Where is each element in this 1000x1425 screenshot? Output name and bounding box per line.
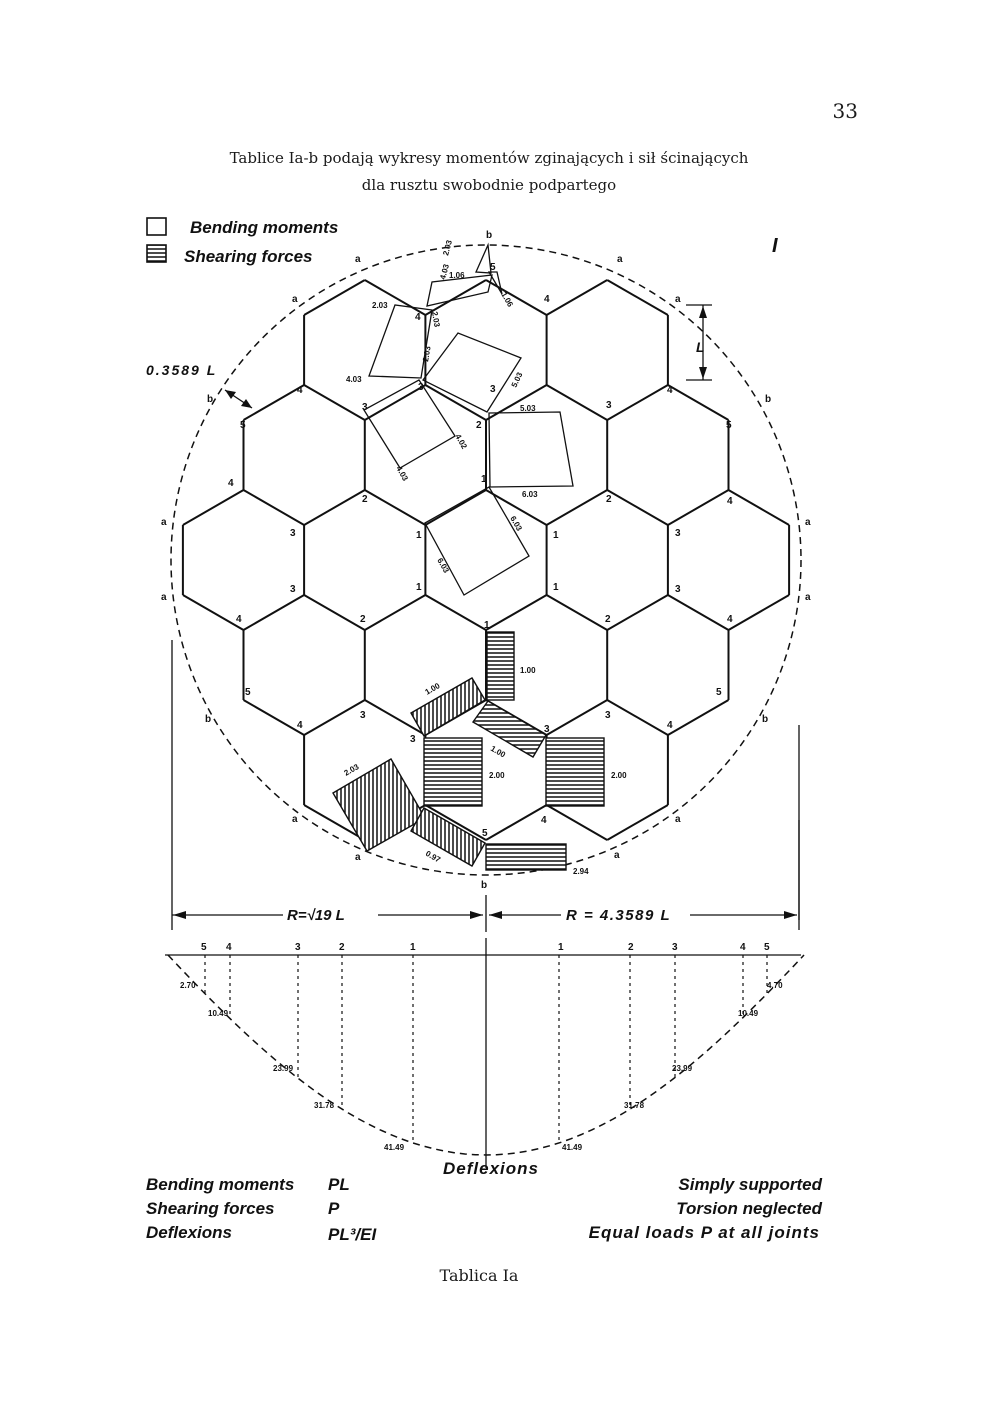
svg-text:3: 3 xyxy=(360,710,366,721)
svg-text:4: 4 xyxy=(236,614,242,625)
svg-text:Simply supported: Simply supported xyxy=(678,1175,822,1194)
svg-text:5: 5 xyxy=(716,687,722,698)
support-a: a xyxy=(617,254,623,265)
deflexion-values xyxy=(180,981,783,1152)
svg-text:5.03: 5.03 xyxy=(509,370,525,389)
legend-shearing-swatch xyxy=(147,245,166,262)
moment-triangle xyxy=(476,245,491,273)
grid-member xyxy=(607,595,668,630)
dimension-L xyxy=(686,305,712,380)
grid-member xyxy=(486,595,547,630)
svg-text:3: 3 xyxy=(675,528,681,539)
support-a: a xyxy=(355,852,361,863)
deflexions-title: Deflexions xyxy=(443,1159,539,1178)
svg-text:4: 4 xyxy=(727,496,733,507)
svg-text:2.00: 2.00 xyxy=(611,771,627,780)
page-number: 33 xyxy=(832,99,858,123)
svg-text:31.78: 31.78 xyxy=(314,1101,335,1110)
svg-text:L: L xyxy=(696,339,705,355)
support-b: b xyxy=(205,714,212,725)
support-b: b xyxy=(481,880,488,891)
grid-member xyxy=(304,385,365,420)
svg-text:2: 2 xyxy=(628,942,634,953)
support-a: a xyxy=(292,814,298,825)
svg-text:1: 1 xyxy=(410,942,416,953)
svg-text:2: 2 xyxy=(605,614,611,625)
svg-text:1: 1 xyxy=(553,530,559,541)
shear-block xyxy=(411,678,485,736)
svg-text:4: 4 xyxy=(226,942,232,953)
support-a: a xyxy=(161,592,167,603)
svg-text:0.3589 L: 0.3589 L xyxy=(146,362,218,378)
support-a: a xyxy=(355,254,361,265)
grid-member xyxy=(486,805,547,840)
svg-text:2: 2 xyxy=(360,614,366,625)
svg-text:R = 4.3589 L: R = 4.3589 L xyxy=(566,907,672,924)
svg-text:23.99: 23.99 xyxy=(273,1064,294,1073)
grid-member xyxy=(607,805,668,840)
grid-member xyxy=(729,595,790,630)
svg-text:1: 1 xyxy=(416,530,422,541)
grid-member xyxy=(607,280,668,315)
svg-text:4: 4 xyxy=(544,294,550,305)
grid-member xyxy=(668,595,729,630)
moment-quad xyxy=(369,305,432,378)
svg-text:6.03: 6.03 xyxy=(522,490,538,499)
support-labels xyxy=(161,230,811,891)
shear-block xyxy=(546,738,604,806)
grid-member xyxy=(547,280,608,315)
grid-member xyxy=(547,595,608,630)
svg-text:4: 4 xyxy=(541,815,547,826)
shear-block xyxy=(411,808,485,866)
grid-member xyxy=(244,700,305,735)
svg-text:Bending moments: Bending moments xyxy=(146,1175,295,1194)
svg-text:5: 5 xyxy=(482,828,488,839)
svg-text:3: 3 xyxy=(544,724,550,735)
svg-text:1: 1 xyxy=(484,620,490,631)
support-a: a xyxy=(614,850,620,861)
svg-text:R=√19 L: R=√19 L xyxy=(287,907,345,924)
svg-text:1.00: 1.00 xyxy=(423,681,442,697)
roman-label: I xyxy=(772,235,778,257)
svg-text:10.49: 10.49 xyxy=(208,1009,229,1018)
svg-text:3: 3 xyxy=(290,584,296,595)
svg-text:1: 1 xyxy=(481,474,487,485)
svg-text:2: 2 xyxy=(476,420,482,431)
grid-member xyxy=(486,280,547,315)
support-b: b xyxy=(207,394,214,405)
svg-text:5: 5 xyxy=(201,942,207,953)
legend-shearing-label: Shearing forces xyxy=(184,247,313,266)
svg-text:2: 2 xyxy=(362,494,368,505)
svg-text:3: 3 xyxy=(605,710,611,721)
support-b: b xyxy=(762,714,769,725)
grid-member xyxy=(668,490,729,525)
support-a: a xyxy=(161,517,167,528)
svg-text:2.70: 2.70 xyxy=(180,981,196,990)
svg-text:4: 4 xyxy=(727,614,733,625)
svg-text:1.00: 1.00 xyxy=(520,666,536,675)
svg-text:PL³/EI: PL³/EI xyxy=(328,1225,377,1244)
svg-text:Shearing forces: Shearing forces xyxy=(146,1199,275,1218)
svg-text:3: 3 xyxy=(295,942,301,953)
svg-text:1: 1 xyxy=(553,582,559,593)
svg-text:23.99: 23.99 xyxy=(672,1064,693,1073)
grid-member xyxy=(547,700,608,735)
svg-text:31.78: 31.78 xyxy=(624,1101,645,1110)
shearing-force-diagrams xyxy=(333,632,604,870)
hexagonal-grid xyxy=(183,280,789,840)
grid-member xyxy=(304,490,365,525)
legend-bending-swatch xyxy=(147,218,166,235)
svg-text:5: 5 xyxy=(764,942,770,953)
svg-text:2.03: 2.03 xyxy=(430,310,442,328)
support-circle xyxy=(171,245,801,875)
svg-text:1.06: 1.06 xyxy=(499,290,515,309)
support-a: a xyxy=(292,294,298,305)
moment-quad xyxy=(423,333,521,412)
svg-text:41.49: 41.49 xyxy=(562,1143,583,1152)
grid-member xyxy=(668,385,729,420)
svg-text:5.03: 5.03 xyxy=(520,404,536,413)
deflexion-diagram xyxy=(165,938,804,1178)
grid-member xyxy=(183,595,244,630)
grid-member xyxy=(244,490,305,525)
svg-text:2.03: 2.03 xyxy=(421,345,433,363)
grid-member xyxy=(304,595,365,630)
svg-text:4.03: 4.03 xyxy=(346,375,362,384)
svg-text:2: 2 xyxy=(606,494,612,505)
svg-text:1: 1 xyxy=(558,942,564,953)
svg-text:6.03: 6.03 xyxy=(508,514,524,533)
grid-member xyxy=(244,595,305,630)
grid-member xyxy=(365,385,426,420)
support-a: a xyxy=(805,517,811,528)
moment-quad xyxy=(425,487,529,595)
grid-member xyxy=(183,490,244,525)
svg-text:4: 4 xyxy=(667,720,673,731)
shear-block xyxy=(424,738,482,806)
svg-text:4: 4 xyxy=(667,385,673,396)
svg-text:4.03: 4.03 xyxy=(394,464,410,483)
caption: Tablica Ia xyxy=(439,1266,519,1285)
svg-text:3: 3 xyxy=(672,942,678,953)
grid-member xyxy=(729,490,790,525)
grid-member xyxy=(425,490,486,525)
svg-text:5: 5 xyxy=(240,420,246,431)
svg-text:5: 5 xyxy=(726,420,732,431)
svg-text:4.03: 4.03 xyxy=(438,263,451,281)
svg-text:6.03: 6.03 xyxy=(435,556,451,575)
support-b: b xyxy=(765,394,772,405)
grid-member xyxy=(425,280,486,315)
shear-block xyxy=(487,632,514,700)
svg-text:P: P xyxy=(328,1199,340,1218)
grid-member xyxy=(607,700,668,735)
grid-member xyxy=(547,385,608,420)
svg-text:2.00: 2.00 xyxy=(489,771,505,780)
svg-text:2.03: 2.03 xyxy=(372,301,388,310)
grid-member xyxy=(607,490,668,525)
radius-dimension xyxy=(172,895,797,932)
svg-text:1: 1 xyxy=(416,582,422,593)
svg-text:2.03: 2.03 xyxy=(441,239,454,257)
svg-text:3: 3 xyxy=(410,734,416,745)
svg-text:2.94: 2.94 xyxy=(573,867,589,876)
support-a: a xyxy=(675,294,681,305)
shear-block xyxy=(486,844,566,870)
svg-text:3: 3 xyxy=(418,382,424,393)
grid-member xyxy=(304,700,365,735)
svg-text:2.03: 2.03 xyxy=(342,762,361,778)
svg-text:1.06: 1.06 xyxy=(449,271,465,280)
grid-member xyxy=(547,805,608,840)
svg-text:2: 2 xyxy=(339,942,345,953)
grid-member xyxy=(668,700,729,735)
support-a: a xyxy=(675,814,681,825)
svg-text:4: 4 xyxy=(415,312,421,323)
svg-text:41.49: 41.49 xyxy=(384,1143,405,1152)
svg-text:Equal loads P at all joints: Equal loads P at all joints xyxy=(588,1223,820,1242)
grid-member xyxy=(425,385,486,420)
svg-text:Torsion neglected: Torsion neglected xyxy=(676,1199,822,1218)
units-block xyxy=(146,1175,377,1244)
grid-member xyxy=(244,385,305,420)
svg-text:4.70: 4.70 xyxy=(767,981,783,990)
support-b: b xyxy=(486,230,493,241)
svg-text:5: 5 xyxy=(490,262,496,273)
grid-member xyxy=(365,595,426,630)
heading-line-1: Tablice Ia-b podają wykresy momentów zginających i sił ścinających xyxy=(229,149,749,167)
grid-member xyxy=(607,385,668,420)
svg-text:3: 3 xyxy=(290,528,296,539)
svg-text:3: 3 xyxy=(606,400,612,411)
notes-block xyxy=(589,1175,823,1242)
svg-text:4: 4 xyxy=(297,720,303,731)
svg-text:4: 4 xyxy=(297,385,303,396)
legend-bending-label: Bending moments xyxy=(190,218,339,237)
svg-text:0.97: 0.97 xyxy=(424,848,442,865)
svg-text:4: 4 xyxy=(740,942,746,953)
svg-text:1.00: 1.00 xyxy=(489,743,507,760)
grid-member xyxy=(547,490,608,525)
support-a: a xyxy=(805,592,811,603)
svg-text:Deflexions: Deflexions xyxy=(146,1223,232,1242)
svg-text:10.49: 10.49 xyxy=(738,1009,759,1018)
moment-quad xyxy=(489,412,573,487)
svg-text:3: 3 xyxy=(675,584,681,595)
svg-text:4.02: 4.02 xyxy=(453,432,469,451)
svg-text:4: 4 xyxy=(228,478,234,489)
svg-text:3: 3 xyxy=(490,384,496,395)
svg-text:PL: PL xyxy=(328,1175,350,1194)
shear-block xyxy=(473,701,546,757)
grid-member xyxy=(425,595,486,630)
svg-text:3: 3 xyxy=(362,402,368,413)
svg-text:5: 5 xyxy=(245,687,251,698)
heading-line-2: dla rusztu swobodnie podpartego xyxy=(361,176,617,194)
grid-member xyxy=(365,490,426,525)
